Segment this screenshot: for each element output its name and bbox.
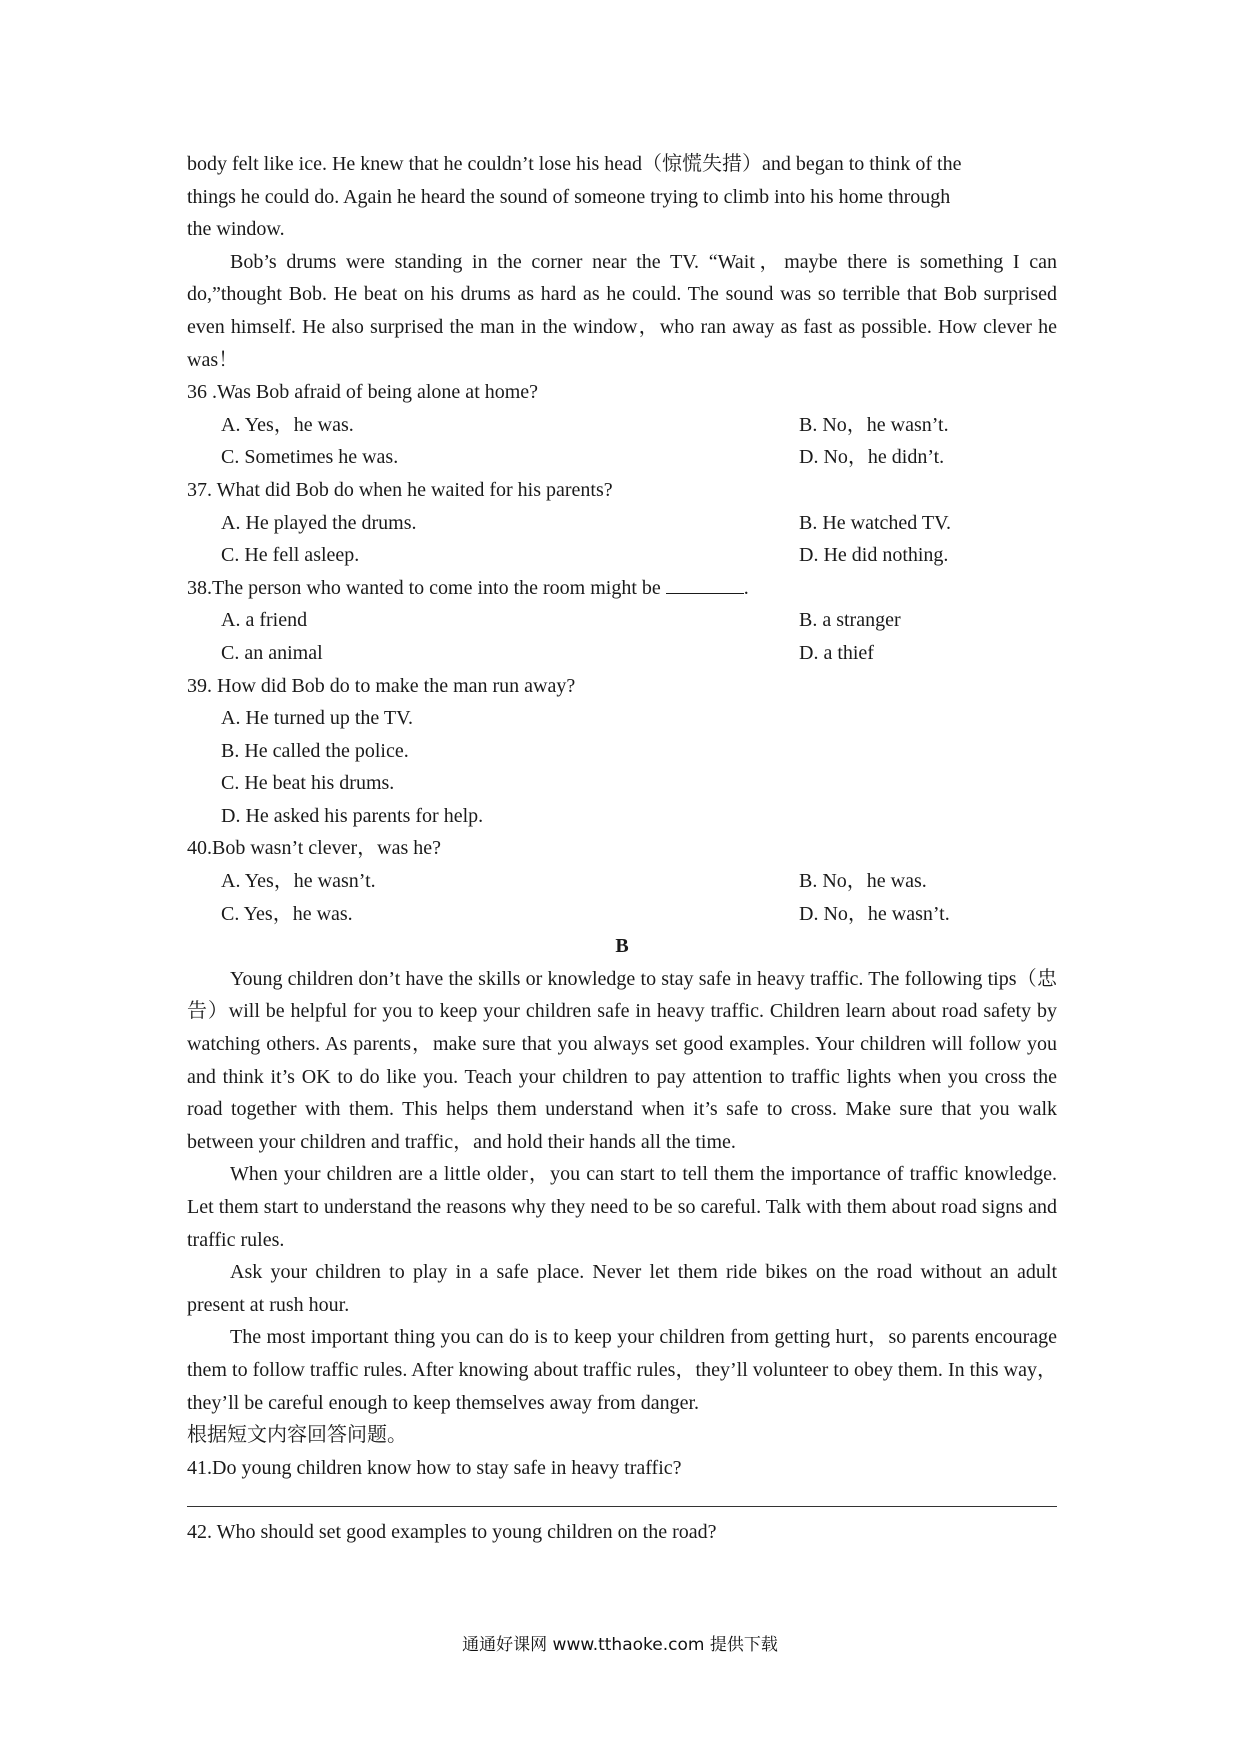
document-page [187, 148, 1057, 1549]
passage-paragraph: Young children don’t have the skills or knowledge to stay safe in heavy traffic. The following tips（忠告）will be helpful for you to keep your children safe in heavy traffic. Children learn about road safety by watching others. As parents，make sure that you always set good examples. Your children will follow you and think it’s OK to do like you. Teach your children to pay attention to traffic lights when you cross the road together with them. This helps them understand when it’s safe to cross. Make sure that you walk between your children and traffic，and hold their hands all the time. [187, 967, 1057, 1153]
passage-b [187, 963, 1057, 1419]
question-42: 42. Who should set good examples to young children on the road? [187, 1521, 717, 1544]
passage-paragraph: Bob’s drums were standing in the corner near the TV. “Wait，maybe there is something I can do,”thought Bob. He beat on his drums as hard as he could. The sound was so terrible that Bob surprised even himself. He also surprised the man in the window，who ran away as fast as possible. How clever he was！ [187, 250, 1057, 371]
passage-line: body felt like ice. He knew that he couldn’t lose his head（惊慌失措）and began to think of the [187, 153, 962, 175]
option-d: D. a thief [799, 641, 874, 664]
question-40 [187, 832, 1057, 930]
passage-paragraph: Ask your children to play in a safe place. Never let them ride bikes on the road without an adult present at rush hour. [187, 1261, 1057, 1316]
question-stem: 39. How did Bob do to make the man run away? [187, 674, 576, 697]
question-39 [187, 670, 1057, 833]
question-stem [187, 572, 1057, 605]
option-d: D. No，he wasn’t. [799, 902, 950, 925]
option-c: C. an animal [221, 641, 323, 664]
option-c: C. Yes，he was. [221, 902, 353, 925]
question-41: 41.Do young children know how to stay safe in heavy traffic? [187, 1456, 682, 1479]
passage-line: things he could do. Again he heard the sound of someone trying to climb into his home through [187, 185, 951, 208]
instruction-text: 根据短文内容回答问题。 [187, 1424, 407, 1447]
option-a: A. He played the drums. [221, 511, 417, 534]
option-b: B. He called the police. [221, 739, 409, 762]
option-c: C. Sometimes he was. [221, 446, 399, 469]
passage-paragraph: When your children are a little older，you can start to tell them the importance of traffic knowledge. Let them start to understand the reasons why they need to be so careful. Talk with them about road signs and traffic rules. [187, 1163, 1057, 1251]
section-b-label: B [615, 935, 629, 958]
option-a: A. Yes，he was. [221, 413, 354, 436]
option-c: C. He fell asleep. [221, 544, 360, 567]
answer-line [187, 1484, 1057, 1516]
question-stem-text: 38.The person who wanted to come into the room might be [187, 576, 666, 599]
option-a: A. He turned up the TV. [221, 707, 414, 730]
fill-in-blank [666, 573, 744, 594]
footer-watermark: 通通好课网 www.tthaoke.com 提供下载 [462, 1635, 778, 1655]
option-b: B. He watched TV. [799, 511, 952, 534]
question-37 [187, 474, 1057, 572]
option-b: B. No，he wasn’t. [799, 413, 949, 436]
option-d: D. He did nothing. [799, 544, 949, 567]
option-d: D. No，he didn’t. [799, 446, 945, 469]
option-a: A. a friend [221, 609, 308, 632]
option-d: D. He asked his parents for help. [221, 804, 484, 827]
passage-line: the window. [187, 218, 285, 241]
question-stem: 36 .Was Bob afraid of being alone at home? [187, 381, 539, 404]
question-stem: 37. What did Bob do when he waited for his parents? [187, 478, 613, 501]
option-b: B. No，he was. [799, 870, 927, 893]
option-b: B. a stranger [799, 609, 901, 632]
question-stem: 40.Bob wasn’t clever，was he? [187, 837, 442, 860]
option-c: C. He beat his drums. [221, 772, 395, 795]
option-a: A. Yes，he wasn’t. [221, 870, 376, 893]
question-36 [187, 376, 1057, 474]
question-38 [187, 572, 1057, 670]
passage-paragraph: The most important thing you can do is to keep your children from getting hurt，so parents encourage them to follow traffic rules. After knowing about traffic rules，they’ll volunteer to obey them. In this way，they’ll be careful enough to keep themselves away from danger. [187, 1326, 1057, 1414]
question-stem-end: . [743, 576, 749, 599]
passage-a-continuation [187, 148, 1057, 376]
